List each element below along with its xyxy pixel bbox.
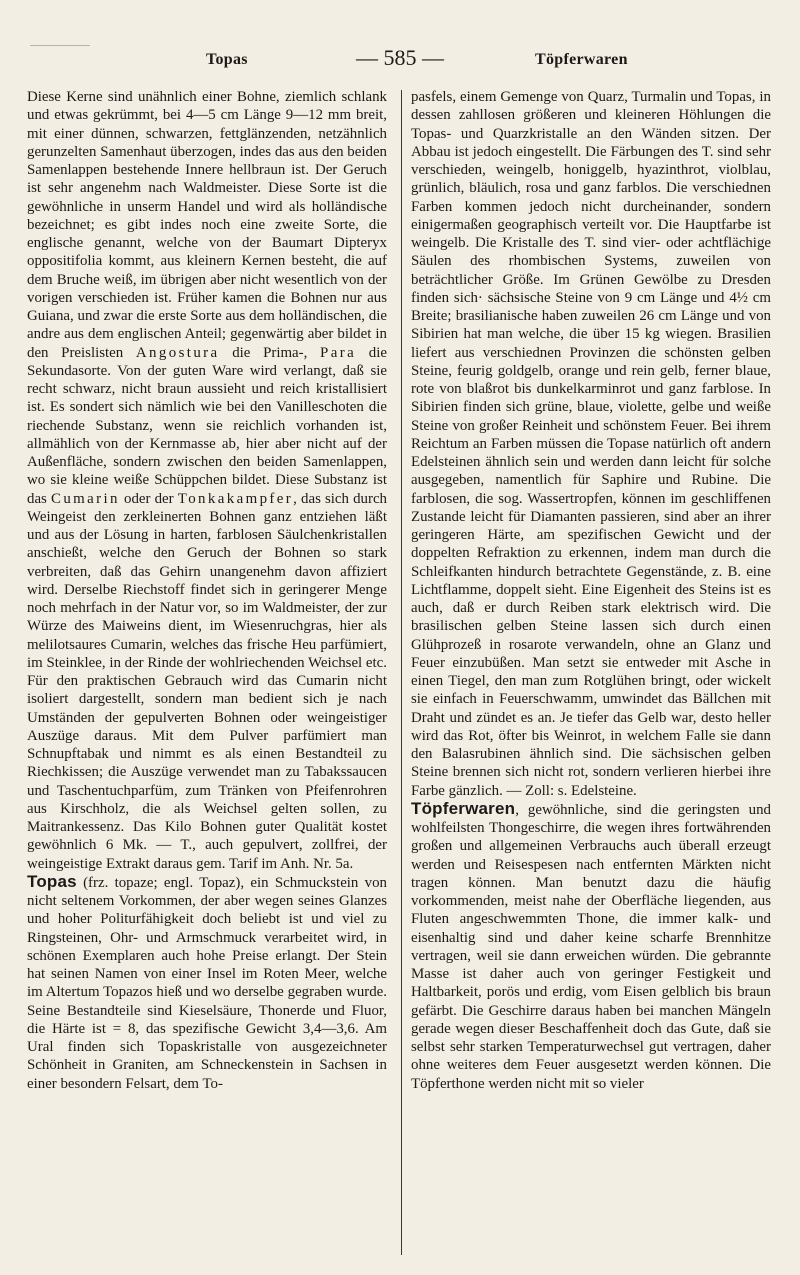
text-run: Diese Kerne sind unähnlich einer Bohne, ziemlich schlank und etwas gekrümmt, bei 4—5 cm Länge 9—12 mm breit, mit einer dünnen, schwarzen, fettglänzenden, netzähnlich gerunzelten Samenhaut überzogen, indes das aus den beiden Samenlappen bestehende Innere hellbraun ist. Der Geruch ist sehr angenehm nach Waldmeister. Diese Sorte ist die gewöhnliche in unserm Handel und wird als holländische bezeichnet; es gibt indes noch eine zweite Sorte, die englische genannt, welche von der Baumart Dipteryx oppositifolia kommt, aus kleinern Kernen besteht, die auf dem Bruche weiß, im übrigen aber nicht wesentlich von der vorigen verschieden ist. Früher kamen die Bohnen nur aus Guiana, und zwar die erste Sorte aus dem holländischen, die andre aus dem englischen Anteil; gegenwärtig aber bildet in den Preislisten	[27, 89, 387, 361]
left-column	[27, 88, 387, 1093]
spaced-term-tonkakampfer: Tonkakampfer	[177, 490, 294, 507]
spaced-term-cumarin: Cumarin	[50, 490, 120, 507]
text-run: die Prima-,	[219, 344, 321, 361]
column-divider	[401, 90, 402, 1255]
headword-toepferwaren: Töpferwaren	[411, 798, 516, 818]
spaced-term-para: Para	[320, 344, 357, 361]
topas-entry-paragraph	[27, 873, 387, 1093]
header-left-word: Topas	[206, 51, 248, 68]
topas-continuation-paragraph: pasfels, einem Gemenge von Quarz, Turmalin und Topas, in dessen zahllosen größeren und kleineren Höhlungen die Topas- und Quarzkristalle an den Wänden sitzen. Der Abbau ist jedoch eingestellt. Die Färbungen des T. sind sehr verschieden, weingelb, honiggelb, hyazinthrot, violblau, grünlich, bläulich, rosa und ganz farblos. Die verschiednen Farben kommen jedoch nicht durcheinander, sondern einigermaßen geographisch verteilt vor. Die Hauptfarbe ist weingelb. Die Kristalle des T. sind vier- oder achtflächige Säulen des rhombischen Systems, zuweilen von beträchtlicher Größe. Im Grünen Gewölbe zu Dresden finden sich· sächsische Steine von 9 cm Länge und 4½ cm Breite; brasilianische haben zuweilen 26 cm Länge und von Sibirien hat man welche, die über 15 kg wiegen. Brasilien liefert aus verschiednen Provinzen die schönsten gelben Steine, feurig goldgelb, orange und rein gelb, ferner blaue, rote von blaßrot bis dunkelkarminrot und ganz farblose. In Sibirien finden sich grüne, blaue, violette, gelbe und weiße Steine von großer Reinheit und schönstem Feuer. Bei ihrem Reichtum an Farben müssen die Topase natürlich oft andern Edelsteinen ähnlich sein und werden dann leicht für solche ausgegeben, namentlich für Saphire und Rubine. Die farblosen, die sog. Wassertropfen, können im geschliffenen Zustande leicht für Diamanten passieren, sind aber an ihrer geringeren Härte, am spezifischen Gewicht und der doppelten Refraktion zu erkennen, indem man durch die Schleifkanten hindurch betrachtete Gegenstände, z. B. eine Lichtflamme, doppelt sieht. Eine Eigenheit des Steins ist es auch, daß er durch Reiben stark elektrisch wird. Die brasilischen gelben Steine lassen sich durch einen Glühprozeß in rosarote verwandeln, ohne an Glanz und Feuer einzubüßen. Man setzt sie entweder mit Asche in einen Tiegel, den man zum Rotglühen bringt, oder wickelt sie einfach in Feuerschwamm, umwindet das Bällchen mit Draht und zündet es an. Je tiefer das Gelb war, desto heller wird das Rot, öfter bis Weinrot, in welchem Falle sie dann den Balasrubinen ähnlich sind. Die sächsischen gelben Steine brennen sich nicht rot, sondern verlieren hierbei ihre Farbe gänzlich. — Zoll: s. Edelsteine.	[411, 89, 771, 799]
header-right-word: Töpferwaren	[535, 51, 628, 68]
text-run: oder der	[119, 490, 178, 507]
text-run: , gewöhnliche, sind die geringsten und wohlfeilsten Thongeschirre, die wegen ihres fortwährenden großen und allgemeinen Verbrauchs auch überall erzeugt werden und Reisespesen nach entfernten Märkten nicht tragen können. Man benutzt dazu die häufig vorkommenden, meist nahe der Oberfläche liegenden, aus Fluten angeschwemmten Thone, die immer kalk- und eisenhaltig sind und daher keine scharfe Brennhitze vertragen, weil sie dann erweichen würden. Die gebrannte Masse ist daher auch von geringer Festigkeit und Haltbarkeit, porös und erdig, vom Eisen gelblich bis braun gefärbt. Die Geschirre daraus haben bei manchen Mängeln gerade wegen dieser Beschaffenheit doch das Gute, daß sie selbst sehr starken Temperaturwechsel gut vertragen, daher ohne weiteres dem Feuer ausgesetzt werden können. Die Töpferthone werden nicht mit so vieler	[411, 801, 771, 1092]
toepferwaren-entry-paragraph	[411, 800, 771, 1093]
tonka-entry-paragraph	[27, 88, 387, 873]
text-run: (frz. topaze; engl. Topaz), ein Schmuckstein von nicht seltenem Vorkommen, der aber wegen seines Glanzes und hoher Politurfähigkeit doch beliebt ist und viel zu Ringsteinen, Ohr- und Armschmuck verarbeitet wird, in schönen Exemplaren auch hohe Preise erlangt. Der Stein hat seinen Namen von einer Insel im Roten Meer, welche im Altertum Topazos hieß und wo derselbe gegraben wurde. Seine Bestandteile sind Kieselsäure, Thonerde und Fluor, die Härte ist = 8, das spezifische Gewicht 3,4—3,6. Am Ural finden sich Topaskristalle von ausgezeichneter Schönheit in Graniten, am Schneckenstein in Sachsen in einer besondern Felsart, dem To-	[27, 874, 387, 1092]
page-number: — 585 —	[356, 45, 444, 70]
spaced-term-angostura: Angostura	[135, 344, 220, 361]
text-run: , das sich durch Weingeist den zerkleinerten Bohnen ganz entziehen läßt und aus der Lösung in harten, farblosen Säulchenkristallen anschießt, welche den Geruch der Bohnen so stark verbreiten, daß das Gehirn unangenehm davon affiziert wird. Derselbe Riechstoff findet sich in geringerer Menge noch mehrfach in der Natur vor, so im Waldmeister, der zur Würze des Maiweins dient, im Wiesenruchgras, hier als melilotsaures Cumarin, welches das frische Heu parfümiert, im Steinklee, in der Rinde der wohlriechenden Weichsel etc. Für den praktischen Gebrauch wird das Cumarin nicht isoliert dargestellt, sondern man bedient sich je nach Umständen der gepulverten Bohnen oder weingeistiger Auszüge daraus. Mit dem Pulver parfümiert man Schnupftabak und nimmt es als einen Bestandteil zu Riechkissen; die Auszüge verwendet man zu Tabakssaucen und Taschentuchparfüm, zum Tränken von Pfeifenrohren aus Kirschholz, die als Weichsel gelten sollen, zu Maitrankessenz. Das Kilo Bohnen guter Qualität kostet gewöhnlich 6 Mk. — T., auch gepulvert, zollfrei, der weingeistige Extrakt daraus gem. Tarif im Anh. Nr. 5a.	[27, 490, 388, 872]
headword-topas: Topas	[27, 871, 77, 891]
text-run: die Sekundasorte. Von der guten Ware wird verlangt, daß sie recht schwarz, nicht braun aussieht und reich kristallisiert ist. Es sondert sich nämlich wie bei den Vanilleschoten die riechende Substanz, wenn sie reichlich vorhanden ist, allmählich von der Kernmasse ab, hier aber nicht auf der Außenfläche, sondern zwischen den beiden Samenlappen, wo sie kleine weiße Schüppchen bildet. Diese Substanz ist das	[27, 344, 387, 507]
right-column	[411, 88, 771, 1093]
page-header	[30, 45, 770, 71]
